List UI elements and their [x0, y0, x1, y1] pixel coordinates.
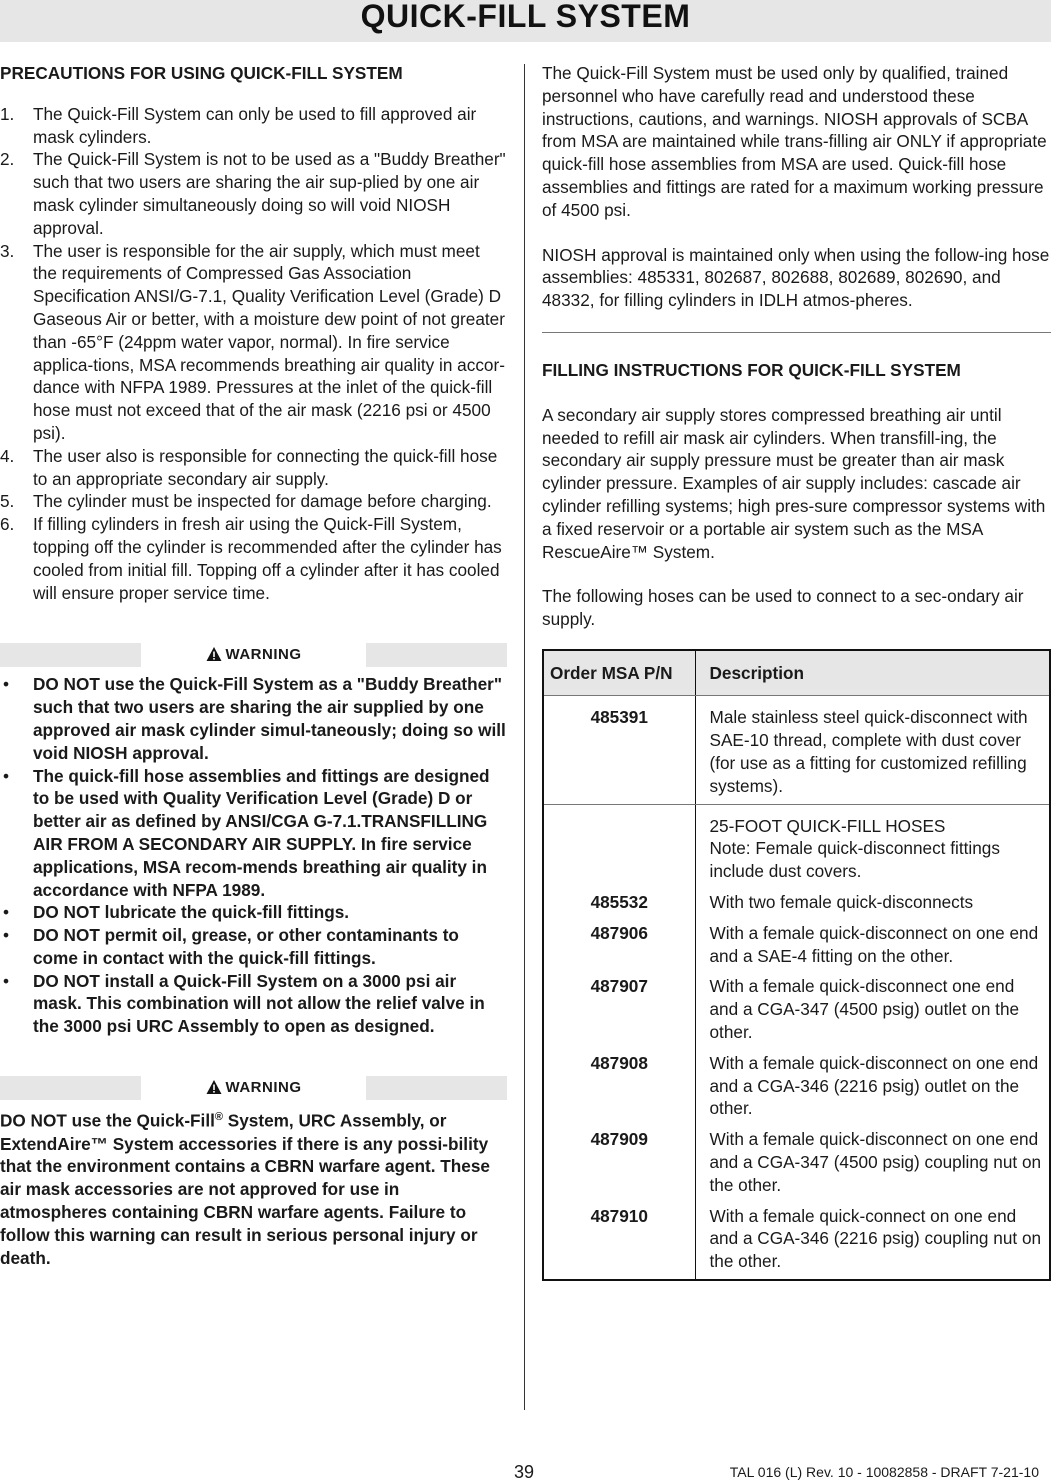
bullet-text: The quick-fill hose assemblies and fittings are designed to be used with Quality Verification Level (Grade) D or better air as defined by ANSI/CGA G-7.1.TRANSFILLING AIR FROM A SECONDARY AIR SUPPLY. In fire service applications, MSA recom-mends breathing air quality in accordance with NFPA 1989.: [33, 765, 490, 900]
bullet-text: DO NOT use the Quick-Fill System as a "Buddy Breather" such that two users are sharing the air supplied by one approved air mask cylinder simul-taneously; doing so will void NIOSH approval.: [33, 674, 506, 763]
item-number: 3.: [0, 240, 15, 261]
bullet-text: DO NOT permit oil, grease, or other contaminants to come in contact with the quick-fill fittings.: [33, 925, 459, 968]
bullet-icon: •: [3, 925, 10, 946]
part-description: Male stainless steel quick-disconnect with SAE-10 thread, complete with dust cover (for use as a fitting for customized refilling systems).: [695, 696, 1050, 804]
intro-paragraph: The Quick-Fill System must be used only by qualified, trained personnel who have carefully read and understood these instructions, cautions, and warnings. NIOSH approvals of SCBA from MSA are maintained while trans-filling air ONLY if appropriate quick-fill hose assemblies from MSA are used. Quick-fill hose assemblies and fittings are rated for a maximum working pressure of 4500 psi.: [542, 63, 1047, 220]
item-text: The Quick-Fill System is not to be used as a "Buddy Breather" such that two users are sharing the air sup-plied by one air mask cylinder simultaneously doing so will void NIOSH approval.: [33, 149, 506, 238]
item-text: The user is responsible for the air supply, which must meet the requirements of Compressed Gas Association Specification ANSI/G-7.1, Quality Verification Level (Grade) D Gaseous Air or better, with a moisture dew point of not greater than -65°F (24ppm water vapor, normal). In fire service applica-tions, MSA recommends breathing air quality in accor-dance with NFPA 1989. Pressures at the inlet of the quick-fill hose must not exceed that of the air mask (2216 psi or 4500 psi).: [33, 240, 505, 443]
filling-heading: FILLING INSTRUCTIONS FOR QUICK-FILL SYSTEM: [542, 359, 961, 380]
list-item: [0, 103, 507, 149]
warning-banner: [0, 643, 507, 667]
part-number: 487906: [543, 914, 695, 968]
part-number: 487909: [543, 1120, 695, 1196]
filling-paragraph: A secondary air supply stores compressed breathing air until needed to refill air mask air cylinders. When transfill-ing, the secondary air supply pressure must be greater than air mask cylinder pressure. Examples of air supply includes: cascade air cylinder refilling systems; high pres-sure compressor systems with a fixed reservoir or a portable air system such as the MSA RescueAire™ System.: [542, 404, 1046, 562]
item-text: The Quick-Fill System can only be used to fill approved air mask cylinders.: [33, 103, 477, 147]
list-item: [0, 240, 507, 445]
part-description: With a female quick-disconnect on one end and a SAE-4 fitting on the other.: [709, 922, 1039, 966]
part-number: 487908: [543, 1044, 695, 1120]
hoses-table: [542, 649, 1051, 1281]
bullet-text: DO NOT install a Quick-Fill System on a 3000 psi air mask. This combination will not allow the relief valve in the 3000 psi URC Assembly to open as designed.: [33, 970, 485, 1037]
table-row: [543, 967, 1050, 1043]
part-number: 485532: [543, 883, 695, 914]
niosh-paragraph: NIOSH approval is maintained only when using the follow-ing hose assemblies: 485331, 802687, 802688, 802689, 802690, and 48332, for filling cylinders in IDLH atmos-pheres.: [542, 244, 1050, 311]
precautions-list: [0, 103, 507, 605]
list-item: [0, 513, 507, 604]
item-number: 5.: [0, 491, 15, 512]
table-row: [543, 1044, 1050, 1120]
column-header-pn: Order MSA P/N: [543, 650, 695, 696]
bullet-icon: •: [3, 674, 10, 695]
column-divider: [524, 64, 525, 1410]
bullet-icon: •: [3, 902, 10, 923]
table-row: [543, 1197, 1050, 1280]
warning-label: WARNING: [141, 643, 366, 667]
table-row: [543, 914, 1050, 968]
precautions-heading: PRECAUTIONS FOR USING QUICK-FILL SYSTEM: [0, 63, 403, 83]
right-column: [542, 62, 1051, 1281]
cbrn-warning-text: DO NOT use the Quick-Fill® System, URC Assembly, or ExtendAire™ System accessories if there is any possi-bility that the environment contains a CBRN warfare agent. These air mask accessories are not approved for use in atmospheres containing CBRN warfare agents. Failure to follow this warning can result in serious personal injury or death.: [0, 1110, 490, 1268]
table-row: [543, 883, 1050, 914]
warning-label: WARNING: [141, 1076, 366, 1100]
warning-banner: [0, 1076, 507, 1100]
list-item: [0, 673, 507, 764]
page-number: 39: [514, 1462, 535, 1480]
bullet-text: DO NOT lubricate the quick-fill fittings.: [33, 902, 350, 923]
item-number: 2.: [0, 149, 15, 170]
left-column: [0, 62, 507, 1269]
item-number: 1.: [0, 103, 15, 124]
list-item: [0, 148, 507, 239]
part-description: With a female quick-disconnect on one end and a CGA-347 (4500 psig) coupling nut on the other.: [709, 1129, 1042, 1195]
table-row: [543, 1120, 1050, 1196]
part-description: With a female quick-disconnect on one end and a CGA-346 (2216 psig) outlet on the other.: [709, 1052, 1039, 1119]
part-description: With two female quick-disconnects: [709, 892, 974, 913]
bullet-icon: •: [3, 970, 10, 991]
part-number: 487910: [543, 1197, 695, 1280]
part-number: 487907: [543, 967, 695, 1043]
title-banner: [0, 0, 1051, 42]
table-header-row: [543, 650, 1050, 696]
group-heading: 25-FOOT QUICK-FILL HOSES Note: Female quick-disconnect fittings include dust covers.: [695, 804, 1050, 883]
document-reference: TAL 016 (L) Rev. 10 - 10082858 - DRAFT 7-21-10: [729, 1464, 1039, 1480]
column-header-description: Description: [695, 650, 1050, 696]
item-number: 4.: [0, 445, 15, 466]
item-text: If filling cylinders in fresh air using the Quick-Fill System, topping off the cylinder is recommended after the cylinder has cooled from initial fill. Topping off a cylinder after it has cooled will ensure proper service time.: [33, 514, 502, 603]
list-item: [0, 765, 507, 902]
warning-triangle-icon: [206, 646, 222, 662]
warning-bullet-list: [0, 673, 507, 1038]
part-description: With a female quick-connect on one end and a CGA-346 (2216 psig) coupling nut on the other.: [709, 1205, 1042, 1272]
item-number: 6.: [0, 514, 15, 535]
page-title: QUICK-FILL SYSTEM: [360, 0, 691, 34]
part-description: With a female quick-disconnect one end and a CGA-347 (4500 psig) outlet on the other.: [709, 976, 1020, 1042]
group-note: Note: Female quick-disconnect fittings include dust covers.: [709, 838, 1000, 882]
warning-triangle-icon: [206, 1079, 222, 1095]
list-item: [0, 445, 507, 491]
hoses-intro-paragraph: The following hoses can be used to connect to a sec-ondary air supply.: [542, 586, 1024, 630]
list-item: [0, 924, 507, 970]
item-text: The user also is responsible for connecting the quick-fill hose to an appropriate secondary air supply.: [33, 445, 498, 489]
list-item: [0, 901, 507, 924]
table-group-row: [543, 804, 1050, 883]
table-row: [543, 696, 1050, 804]
part-number: 485391: [543, 696, 695, 804]
list-item: [0, 490, 507, 513]
list-item: [0, 970, 507, 1038]
section-divider: [542, 332, 1051, 333]
item-text: The cylinder must be inspected for damage before charging.: [33, 491, 492, 512]
bullet-icon: •: [3, 765, 10, 786]
